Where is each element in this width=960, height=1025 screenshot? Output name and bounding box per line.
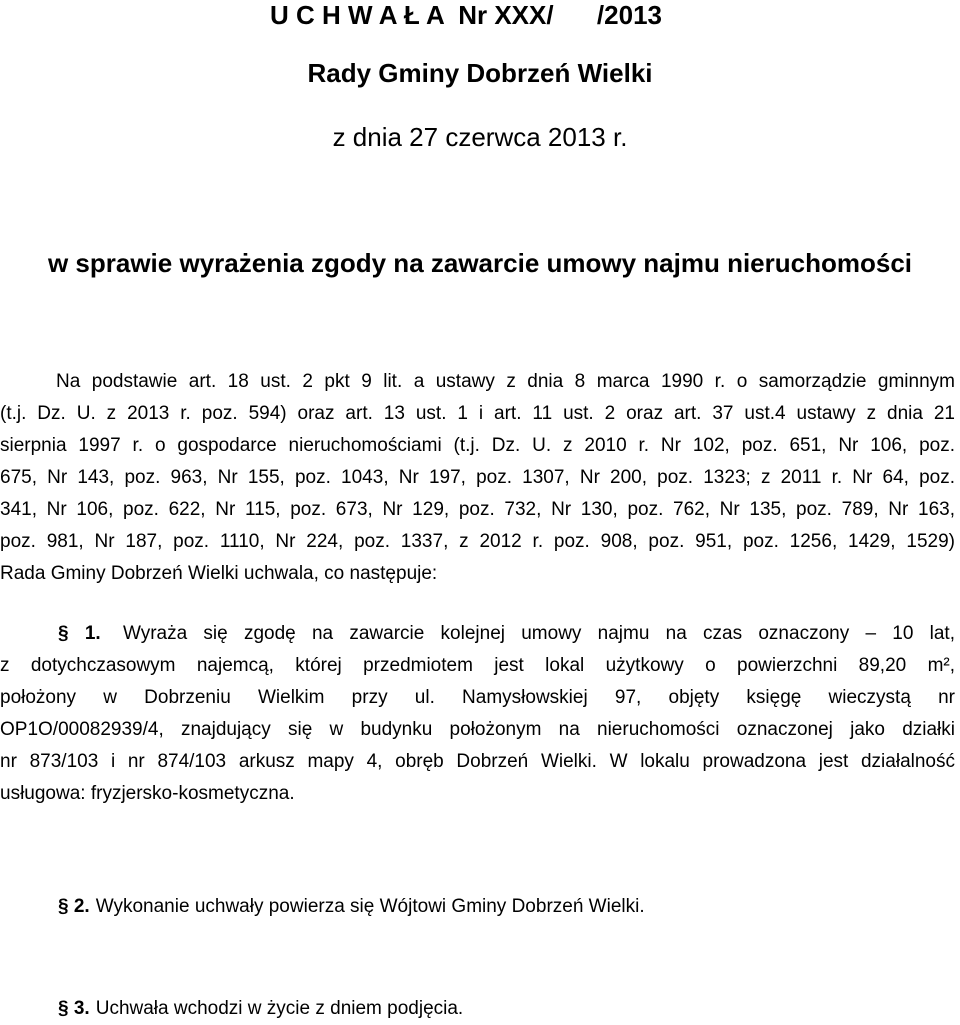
section-1-line: usługowa: fryzjersko-kosmetyczna. (0, 783, 295, 804)
section-3-text: Uchwała wchodzi w życie z dniem podjęcia. (95, 998, 464, 1019)
section-1-line: z dotychczasowym najemcą, której przedmiotem jest lokal użytkowy o powierzchni 89,20 m², (0, 655, 955, 676)
legal-basis-line: Rada Gminy Dobrzeń Wielki uchwala, co następuje: (0, 563, 438, 584)
section-1-line (0, 618, 955, 650)
section-1-line: nr 873/103 i nr 874/103 arkusz mapy 4, obręb Dobrzeń Wielki. W lokalu prowadzona jest działalność (0, 751, 955, 772)
section-number: 3. (73, 998, 90, 1019)
legal-basis-line: (t.j. Dz. U. z 2013 r. poz. 594) oraz art. 13 ust. 1 i art. 11 ust. 2 oraz art. 37 ust.4 ustawy z dnia 21 (0, 403, 955, 424)
section-sign: § (58, 896, 69, 917)
legal-basis-line: poz. 981, Nr 187, poz. 1110, Nr 224, poz. 1337, z 2012 r. poz. 908, poz. 951, poz. 1256, 1429, 1529) (0, 531, 955, 552)
section-2-text: Wykonanie uchwały powierza się Wójtowi Gminy Dobrzeń Wielki. (95, 896, 645, 917)
resolution-date: z dnia 27 czerwca 2013 r. (332, 122, 628, 152)
section-number: 1. (84, 623, 101, 644)
legal-basis-line: Na podstawie art. 18 ust. 2 pkt 9 lit. a ustawy z dnia 8 marca 1990 r. o samorządzie gminnym (56, 371, 955, 392)
council-name: Rady Gminy Dobrzeń Wielki (307, 58, 653, 88)
section-1-line: położony w Dobrzeniu Wielkim przy ul. Namysłowskiej 97, objęty księgę wieczystą nr (0, 687, 955, 708)
resolution-title: U C H W A Ł A Nr XXX/ /2013 (269, 0, 662, 30)
section-1-text: Wyraża się zgodę na zawarcie kolejnej umowy najmu na czas oznaczony – 10 lat, (122, 623, 955, 644)
section-sign: § (58, 998, 69, 1019)
section-1 (0, 618, 955, 810)
section-sign: § (58, 623, 69, 644)
section-1-line: OP1O/00082939/4, znajdujący się w budynku położonym na nieruchomości oznaczonej jako działki (0, 719, 955, 740)
legal-basis-line: sierpnia 1997 r. o gospodarce nieruchomościami (t.j. Dz. U. z 2010 r. Nr 102, poz. 651, Nr 106, poz. (0, 435, 955, 456)
section-number: 2. (73, 896, 90, 917)
resolution-subject: w sprawie wyrażenia zgody na zawarcie umowy najmu nieruchomości (47, 248, 913, 278)
legal-basis (0, 366, 955, 590)
legal-basis-line: 675, Nr 143, poz. 963, Nr 155, poz. 1043, Nr 197, poz. 1307, Nr 200, poz. 1323; z 2011 r. Nr 64, poz. (0, 467, 955, 488)
section-3 (58, 993, 463, 1025)
section-2 (58, 891, 645, 923)
legal-basis-line: 341, Nr 106, poz. 622, Nr 115, poz. 673, Nr 129, poz. 732, Nr 130, poz. 762, Nr 135, poz. 789, Nr 163, (0, 499, 955, 520)
